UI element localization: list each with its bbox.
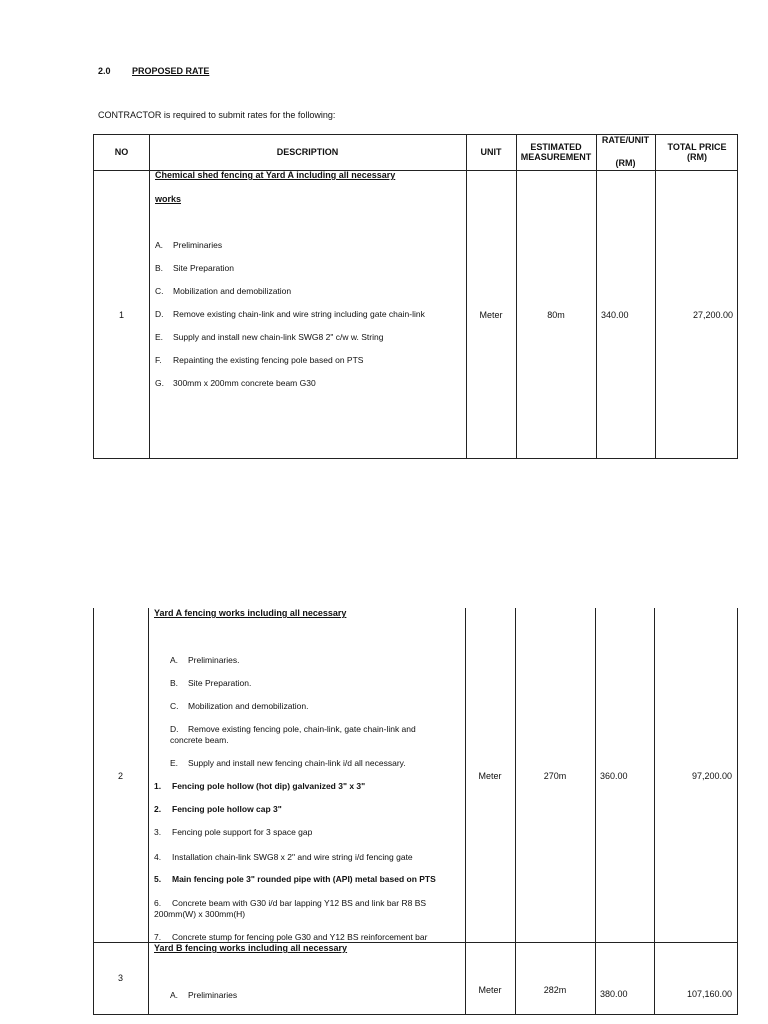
row3-title: Yard B fencing works including all necessary: [154, 943, 348, 953]
section-title: PROPOSED RATE: [132, 66, 210, 76]
row2-measurement: 270m: [543, 771, 567, 781]
row2-title: Yard A fencing works including all necessary: [154, 608, 347, 618]
header-total-line2: (RM): [687, 152, 707, 162]
row3-unit: Meter: [478, 985, 502, 995]
header-total: [655, 142, 739, 162]
rate-table-1: [93, 134, 738, 459]
row2-num-7: 7. Concrete stump for fencing pole G30 and Y12 BS reinforcement bar: [154, 932, 428, 942]
row1-rate: 340.00: [601, 310, 629, 320]
row1-item-f: F. Repainting the existing fencing pole based on PTS: [155, 355, 364, 365]
row2-item-d-cont: concrete beam.: [170, 735, 229, 745]
row2-num-2: 2. Fencing pole hollow cap 3": [154, 804, 282, 814]
row1-item-c: C. Mobilization and demobilization: [155, 286, 292, 296]
header-unit: UNIT: [480, 147, 502, 157]
row2-item-c: C. Mobilization and demobilization.: [170, 701, 309, 711]
header-estimated-line2: MEASUREMENT: [520, 152, 592, 162]
row2-num-1: 1. Fencing pole hollow (hot dip) galvanized 3" x 3": [154, 781, 366, 791]
header-description: DESCRIPTION: [276, 147, 339, 157]
row1-total: 27,200.00: [692, 310, 733, 320]
row3-item-a: A. Preliminaries: [170, 990, 238, 1000]
row3-rate: 380.00: [600, 989, 628, 999]
header-rate-unit: (RM): [615, 158, 636, 168]
row1-title-line1: Chemical shed fencing at Yard A including all necessary: [155, 170, 396, 180]
row2-item-a: A. Preliminaries.: [170, 655, 240, 665]
row2-no: 2: [117, 771, 123, 781]
row2-num-6-cont: 200mm(W) x 300mm(H): [154, 909, 246, 919]
row2-num-4: 4. Installation chain-link SWG8 x 2" and wire string i/d fencing gate: [154, 852, 413, 862]
header-estimated-line1: ESTIMATED: [530, 142, 582, 152]
header-estimated: [516, 142, 596, 162]
row2-total: 97,200.00: [691, 771, 732, 781]
row1-no: 1: [118, 310, 124, 320]
row2-num-6: 6. Concrete beam with G30 i/d bar lapping Y12 BS and link bar R8 BS: [154, 898, 427, 908]
row3-total: 107,160.00: [686, 989, 732, 999]
row2-rate: 360.00: [600, 771, 628, 781]
row1-item-b: B. Site Preparation: [155, 263, 234, 273]
row1-measurement: 80m: [547, 310, 565, 320]
row1-item-a: A. Preliminaries: [155, 240, 223, 250]
row1-item-e: E. Supply and install new chain-link SWG8 2" c/w w. String: [155, 332, 384, 342]
row1-title-line2: works: [155, 194, 182, 204]
row2-num-3: 3. Fencing pole support for 3 space gap: [154, 827, 313, 837]
header-no: NO: [114, 147, 129, 157]
rate-table-2: [93, 608, 738, 1015]
intro-text: CONTRACTOR is required to submit rates for the following:: [98, 110, 336, 120]
row2-item-e: E. Supply and install new fencing chain-link i/d all necessary.: [170, 758, 406, 768]
row2-unit: Meter: [478, 771, 502, 781]
header-rate: RATE/UNIT: [601, 135, 650, 145]
row1-item-d: D. Remove existing chain-link and wire string including gate chain-link: [155, 309, 425, 319]
row1-unit: Meter: [479, 310, 503, 320]
row2-item-b: B. Site Preparation.: [170, 678, 252, 688]
section-number: 2.0: [98, 66, 111, 76]
row3-no: 3: [117, 973, 123, 983]
row2-item-d: D. Remove existing fencing pole, chain-link, gate chain-link and: [170, 724, 416, 734]
row1-item-g: G. 300mm x 200mm concrete beam G30: [155, 378, 316, 388]
header-total-line1: TOTAL PRICE: [667, 142, 727, 152]
row3-measurement: 282m: [543, 985, 567, 995]
row2-num-5: 5. Main fencing pole 3" rounded pipe with (API) metal based on PTS: [154, 874, 436, 884]
